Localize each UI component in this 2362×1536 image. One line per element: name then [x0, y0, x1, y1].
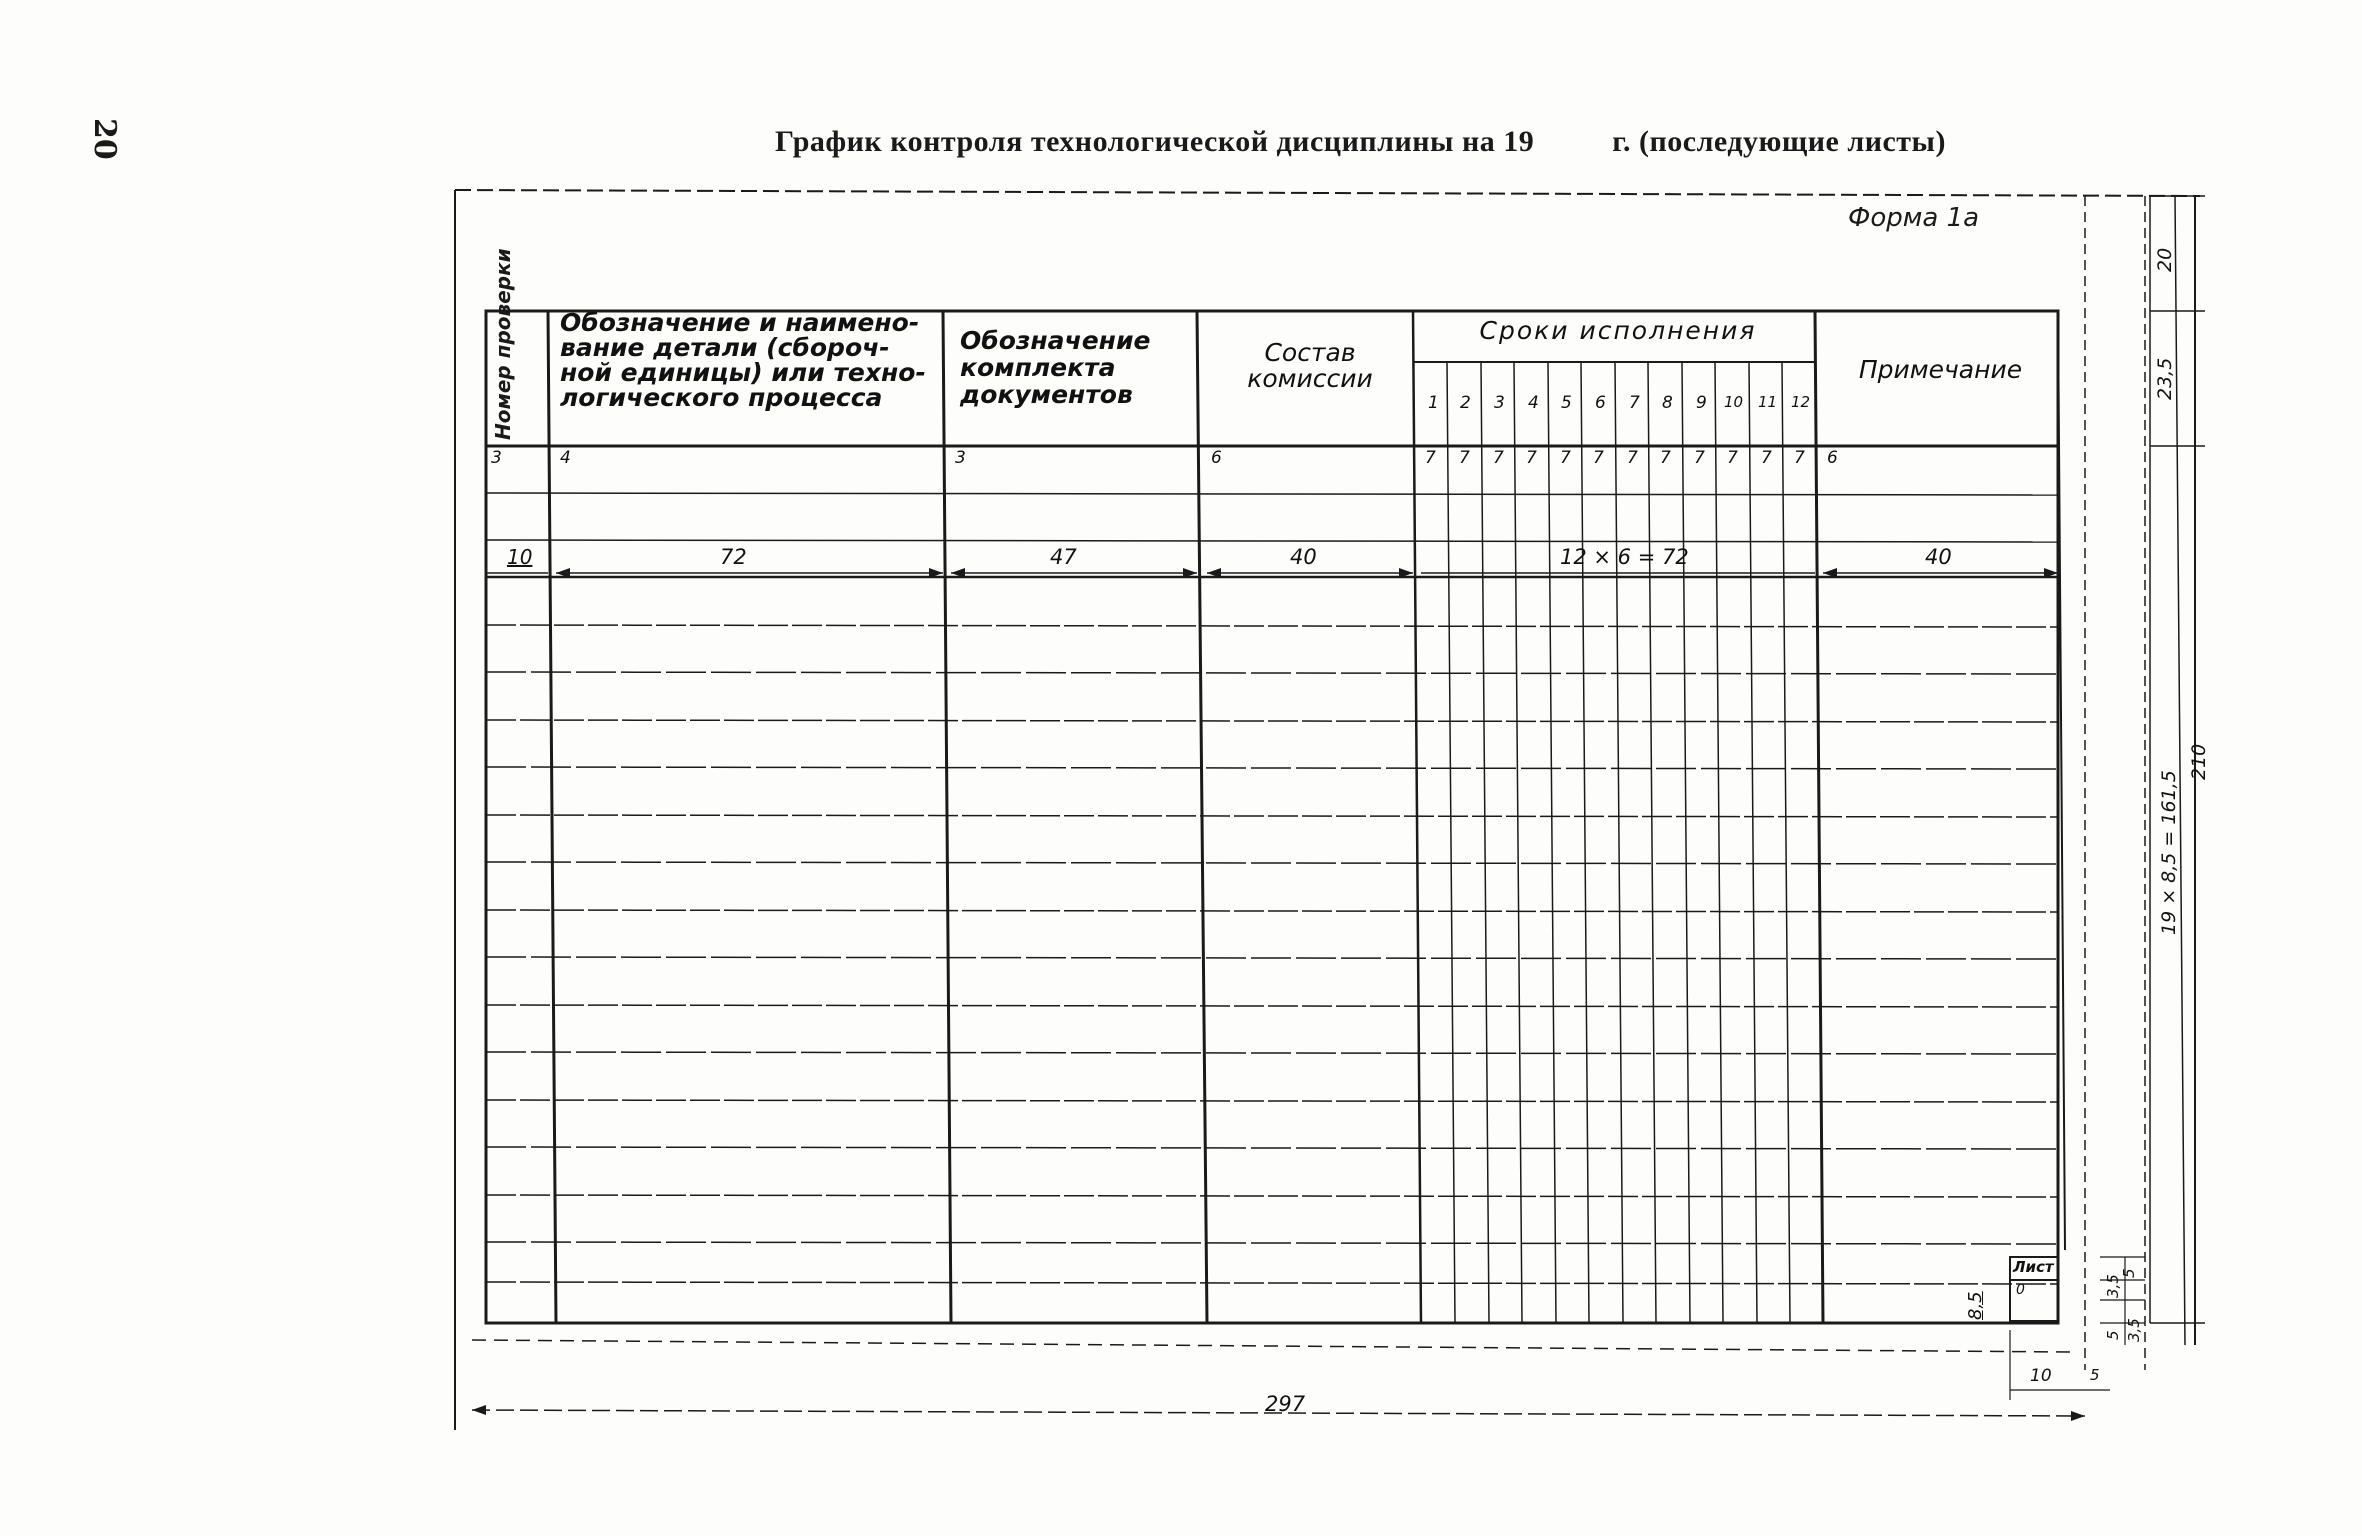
month-12: 12: [1791, 393, 1811, 411]
dim-box-a: 5: [2120, 1268, 2138, 1278]
dim-total-width: 297: [1265, 1392, 1306, 1416]
col-commission-header: [1215, 340, 1405, 392]
col-document-set-header: [960, 327, 1190, 408]
col-notes-header: Примечание: [1858, 355, 2023, 384]
dim-box-b: 3,5: [2104, 1274, 2122, 1298]
dim-row-height: 8,5: [1965, 1291, 1986, 1320]
dim-box-offset: 5: [2090, 1366, 2100, 1384]
page-number: 20: [87, 118, 122, 160]
month-7: 7: [1629, 393, 1640, 413]
month-10: 10: [1724, 393, 1744, 411]
col-check-number-header: Номер проверки: [491, 248, 515, 440]
form-code: Форма 1а: [1848, 203, 1980, 233]
font-size-m1: 7: [1425, 448, 1436, 468]
month-1: 1: [1428, 393, 1439, 413]
col2-line-3: ной единицы) или техно-: [560, 358, 926, 387]
font-size-m2: 7: [1459, 448, 1470, 468]
dim-rows: 19 × 8,5 = 161,5: [2158, 770, 2180, 935]
width-c2: 72: [720, 545, 747, 569]
font-size-m12: 7: [1794, 448, 1805, 468]
month-11: 11: [1758, 393, 1778, 411]
font-size-m4: 7: [1526, 448, 1537, 468]
font-size-c2: 4: [560, 448, 571, 468]
col2-line-2: вание детали (сбороч-: [560, 333, 890, 362]
font-size-c6: 6: [1827, 448, 1838, 468]
font-size-m3: 7: [1493, 448, 1504, 468]
font-size-c3: 3: [955, 448, 966, 468]
font-size-c4: 6: [1211, 448, 1222, 468]
font-size-m9: 7: [1694, 448, 1705, 468]
sheet-value: 0: [2016, 1282, 2025, 1298]
col-part-designation-header: [560, 310, 945, 410]
sheet-label: Лист: [2013, 1258, 2054, 1276]
dim-top: 20: [2154, 247, 2176, 272]
col3-line-1: Обозначение: [960, 326, 1151, 355]
font-size-m6: 7: [1593, 448, 1604, 468]
col3-line-3: документов: [960, 380, 1133, 409]
font-size-m7: 7: [1627, 448, 1638, 468]
month-4: 4: [1528, 393, 1539, 413]
col4-line-2: комиссии: [1247, 364, 1373, 393]
width-c5: 12 × 6 = 72: [1560, 545, 1689, 569]
month-8: 8: [1662, 393, 1673, 413]
month-5: 5: [1561, 393, 1572, 413]
col2-line-1: Обозначение и наимено-: [560, 308, 920, 337]
dim-box-width: 10: [2030, 1366, 2052, 1386]
month-9: 9: [1696, 393, 1707, 413]
width-c6: 40: [1925, 545, 1952, 569]
width-c4: 40: [1290, 545, 1317, 569]
dim-total-height: 210: [2188, 743, 2210, 780]
width-c3: 47: [1050, 545, 1077, 569]
width-c1: 10: [507, 545, 533, 569]
font-size-m5: 7: [1560, 448, 1571, 468]
font-size-m10: 7: [1727, 448, 1738, 468]
font-size-m11: 7: [1761, 448, 1772, 468]
col4-line-1: Состав: [1264, 338, 1356, 367]
month-2: 2: [1460, 393, 1471, 413]
dim-box-d: 3,5: [2125, 1318, 2143, 1342]
font-size-m8: 7: [1660, 448, 1671, 468]
col-deadlines-header: Сроки исполнения: [1479, 316, 1757, 345]
dim-box-c: 5: [2104, 1330, 2122, 1340]
dim-header: 23,5: [2154, 357, 2176, 400]
col3-line-2: комплекта: [960, 353, 1116, 382]
page-title-suffix: г. (последующие листы): [1612, 125, 1946, 158]
month-3: 3: [1494, 393, 1505, 413]
month-6: 6: [1595, 393, 1606, 413]
col2-line-4: логического процесса: [560, 383, 883, 412]
font-size-c1: 3: [491, 448, 502, 468]
page-title-main: График контроля технологической дисциплины на 19: [775, 125, 1535, 158]
